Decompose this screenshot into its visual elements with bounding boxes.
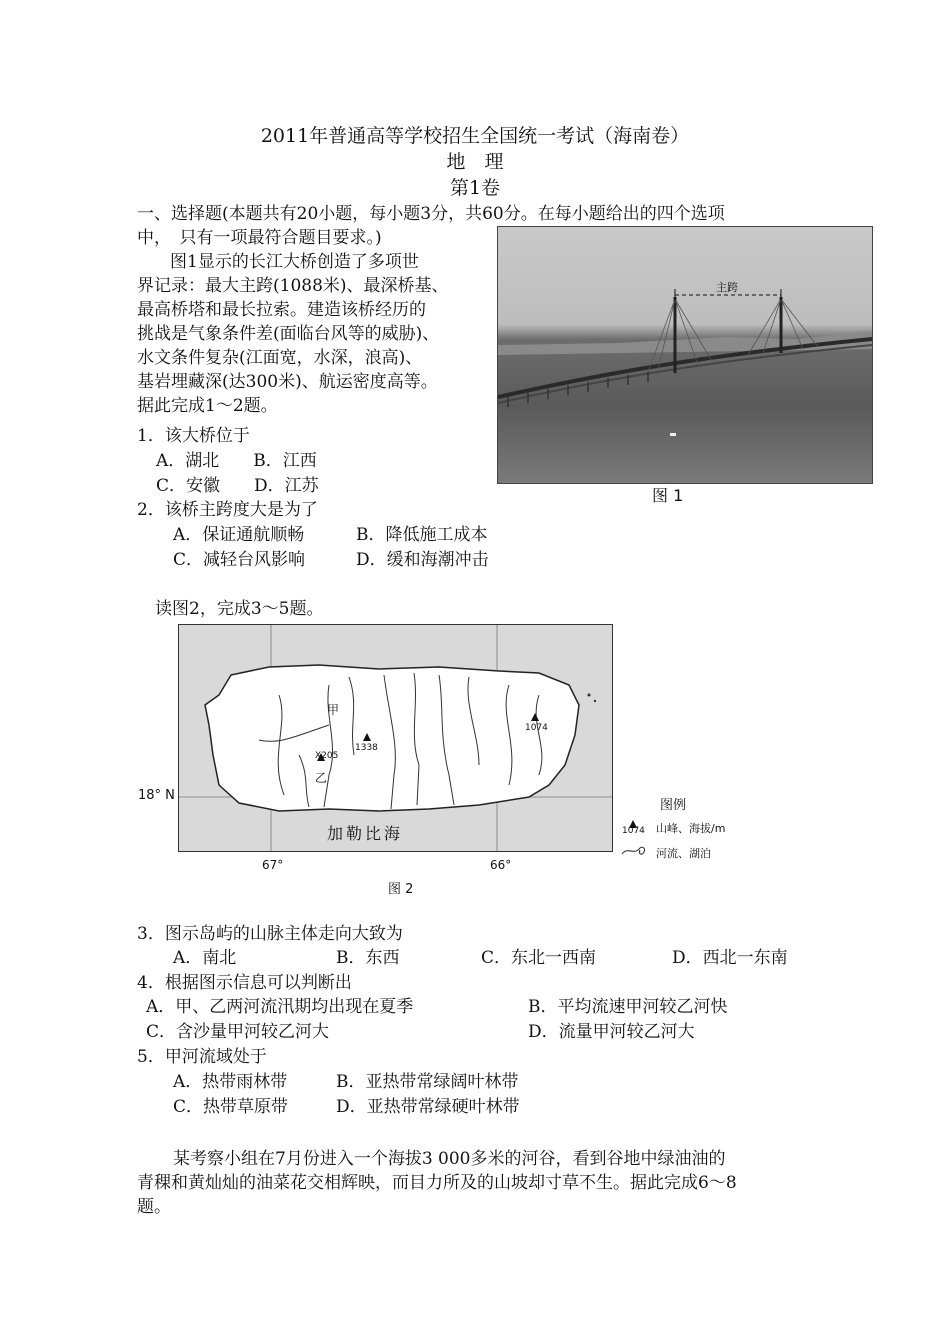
bridge-photo <box>497 226 873 484</box>
q5-option-c: C．热带草原带 <box>173 1097 289 1117</box>
exam-title: 2011年普通高等学校招生全国统一考试（海南卷） <box>260 125 690 147</box>
caribbean-sea-label: 加勒比海 <box>327 824 404 843</box>
q4-option-d: D．流量甲河较乙河大 <box>528 1022 695 1042</box>
q5-option-a: A．热带雨林带 <box>173 1072 288 1092</box>
passage1-line: 界记录：最大主跨(1088米)、最深桥基、 <box>137 276 449 296</box>
legend-river-text: 河流、湖泊 <box>656 847 711 860</box>
river-jia-label: 甲 <box>327 703 340 717</box>
q1-stem: 1．该大桥位于 <box>137 426 250 446</box>
subject-title: 地 理 <box>446 151 504 173</box>
q4-option-a: A．甲、乙两河流汛期均出现在夏季 <box>146 997 414 1017</box>
peak-label: 1338 <box>355 743 378 753</box>
volume-title: 第1卷 <box>449 177 501 199</box>
q3-stem: 3．图示岛屿的山脉主体走向大致为 <box>137 924 403 944</box>
q5-option-d: D．亚热带常绿硬叶林带 <box>336 1097 520 1117</box>
passage1-line: 图1显示的长江大桥创造了多项世 <box>170 252 419 272</box>
q2-option-a: A．保证通航顺畅 <box>173 525 305 545</box>
figure1-caption: 图 1 <box>652 486 684 505</box>
q3-option-d: D．西北一东南 <box>672 948 788 968</box>
q3-option-b: B．东西 <box>336 948 400 968</box>
passage2-line: 某考察小组在7月份进入一个海拔3 000多米的河谷，看到谷地中绿油油的 <box>173 1149 726 1169</box>
legend-peak-text: 山峰、海拔/m <box>656 822 726 835</box>
river-yi-label: 乙 <box>315 771 328 785</box>
q3-option-a: A．南北 <box>173 948 237 968</box>
legend-title: 图例 <box>660 798 687 813</box>
q2-stem: 2．该桥主跨度大是为了 <box>137 500 318 520</box>
legend-peak-value: 1074 <box>622 826 645 836</box>
q5-option-b: B．亚热带常绿阔叶林带 <box>336 1072 519 1092</box>
section-intro-line2: 中， 只有一项最符合题目要求。) <box>137 228 382 248</box>
latitude-label: 18° N <box>138 788 175 803</box>
q2-option-c: C．减轻台风影响 <box>173 550 306 570</box>
q1-options-row2: C．安徽 D．江苏 <box>156 476 319 496</box>
peak-label: X205 <box>315 751 339 761</box>
q2-option-d: D．缓和海潮冲击 <box>356 550 489 570</box>
bridge-illustration <box>498 227 872 483</box>
q2-option-b: B．降低施工成本 <box>356 525 488 545</box>
q5-stem: 5．甲河流域处于 <box>137 1047 267 1067</box>
peak-label: 1074 <box>525 723 548 733</box>
section-intro-line1: 一、选择题(本题共有20小题，每小题3分，共60分。在每小题给出的四个选项 <box>137 204 725 224</box>
longitude-label-left: 67° <box>262 858 284 872</box>
passage2-line: 青稞和黄灿灿的油菜花交相辉映，而目力所及的山坡却寸草不生。据此完成6～8 <box>137 1173 737 1193</box>
passage1-line: 最高桥塔和最长拉索。建造该桥经历的 <box>137 300 426 320</box>
passage1-line: 基岩埋藏深(达300米)、航运密度高等。 <box>137 372 438 392</box>
island-map-drawing <box>179 625 612 851</box>
main-span-label: 主跨 <box>716 281 738 294</box>
q4-option-c: C．含沙量甲河较乙河大 <box>146 1022 330 1042</box>
longitude-label-right: 66° <box>490 858 512 872</box>
passage1-line: 水文条件复杂(江面宽，水深，浪高)、 <box>137 348 423 368</box>
island-map <box>178 624 613 852</box>
passage1-line: 挑战是气象条件差(面临台风等的威胁)、 <box>137 324 440 344</box>
read-figure2-instruction: 读图2，完成3～5题。 <box>155 599 324 619</box>
q1-options-row1: A．湖北 B．江西 <box>156 451 317 471</box>
river-symbol-icon <box>620 843 648 862</box>
q4-stem: 4．根据图示信息可以判断出 <box>137 973 352 993</box>
passage2-line: 题。 <box>137 1197 171 1217</box>
passage1-line: 据此完成1～2题。 <box>137 396 278 416</box>
q3-option-c: C．东北一西南 <box>481 948 597 968</box>
q4-option-b: B．平均流速甲河较乙河快 <box>528 997 728 1017</box>
figure2-caption: 图 2 <box>388 882 414 897</box>
